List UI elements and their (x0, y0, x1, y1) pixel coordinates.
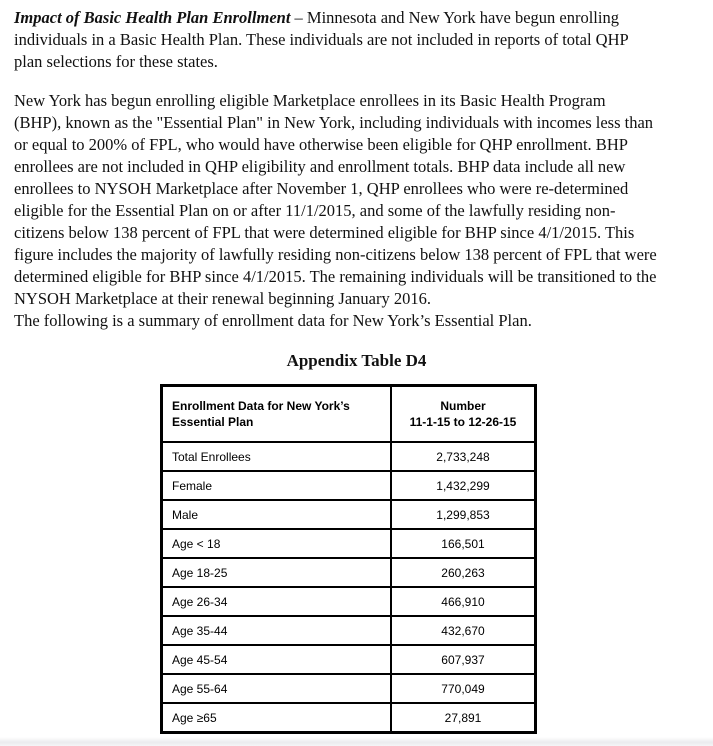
table-cell-label: Male (163, 501, 392, 528)
table-cell-value: 432,670 (441, 623, 485, 638)
paragraph-new-york-bhp (14, 90, 703, 310)
text-line: citizens below 138 percent of FPL that were determined eligible for BHP since 4/1/2015. This (14, 223, 635, 242)
header-value-line1: Number (440, 399, 486, 413)
table-cell-label: Age 55-64 (163, 675, 392, 702)
table-title: Appendix Table D4 (286, 351, 427, 370)
table-row (163, 644, 534, 673)
text-line: determined eligible for BHP since 4/1/2015. The remaining individuals will be transitioned to the (14, 267, 657, 286)
table-cell-value: 27,891 (444, 710, 482, 725)
table-cell-value: 466,910 (441, 594, 485, 609)
table-cell-value: 166,501 (441, 536, 485, 551)
text-line: enrollees to NYSOH Marketplace after November 1, QHP enrollees who were re-determined (14, 179, 629, 198)
table-cell-label: Age ≥65 (163, 704, 392, 731)
table-header-label-cell (163, 387, 392, 441)
table-cell-label: Female (163, 472, 392, 499)
text-line: enrollees are not included in QHP eligibility and enrollment totals. BHP data include all new (14, 157, 626, 176)
paragraph-lead-bold-italic: Impact of Basic Health Plan Enrollment (14, 8, 291, 27)
table-row (163, 528, 534, 557)
header-value-line2: 11-1-15 to 12-26-15 (409, 415, 517, 429)
text-line: (BHP), known as the "Essential Plan" in New York, including individuals with incomes less than (14, 113, 654, 132)
appendix-table-d4 (160, 384, 537, 734)
table-header-value-cell (392, 387, 534, 441)
text-line: eligible for the Essential Plan on or after 11/1/2015, and some of the lawfully residing non- (14, 201, 616, 220)
table-cell-label: Age 26-34 (163, 588, 392, 615)
dash-separator: – (290, 8, 307, 27)
text-line: individuals in a Basic Health Plan. These individuals are not included in reports of total QHP (14, 30, 629, 49)
text-line (14, 7, 703, 29)
text-line: NYSOH Marketplace at their renewal beginning January 2016. (14, 289, 431, 308)
header-label-line1: Enrollment Data for New York’s (172, 399, 350, 413)
table-cell-label: Age 45-54 (163, 646, 392, 673)
table-row (163, 470, 534, 499)
text-line: plan selections for these states. (14, 52, 218, 71)
text-line: figure includes the majority of lawfully residing non-citizens below 138 percent of FPL that were (14, 245, 657, 264)
table-cell-label: Age 35-44 (163, 617, 392, 644)
table-cell-value: 770,049 (441, 681, 485, 696)
table-cell-label: Age 18-25 (163, 559, 392, 586)
header-label-line2: Essential Plan (172, 415, 254, 429)
table-cell-value: 260,263 (441, 565, 485, 580)
text-line: The following is a summary of enrollment data for New York’s Essential Plan. (14, 311, 532, 330)
paragraph-summary-intro (14, 310, 703, 332)
paragraph-impact (14, 7, 703, 73)
table-cell-label: Total Enrollees (163, 443, 392, 470)
table-header-row (163, 387, 534, 441)
table-row (163, 702, 534, 731)
table-cell-value: 1,432,299 (436, 478, 490, 493)
table-row (163, 615, 534, 644)
table-cell-value: 2,733,248 (436, 449, 490, 464)
table-cell-value: 607,937 (441, 652, 485, 667)
table-cell-label: Age < 18 (163, 530, 392, 557)
table-row (163, 557, 534, 586)
page-bottom-edge (0, 737, 713, 746)
table-row (163, 586, 534, 615)
text-line: New York has begun enrolling eligible Marketplace enrollees in its Basic Health Program (14, 91, 606, 110)
paragraph-lead-rest: Minnesota and New York have begun enrolling (306, 8, 619, 27)
table-row (163, 441, 534, 470)
table-cell-value: 1,299,853 (436, 507, 490, 522)
table-row (163, 673, 534, 702)
text-line: or equal to 200% of FPL, who would have otherwise been eligible for QHP enrollment. BHP (14, 135, 628, 154)
table-row (163, 499, 534, 528)
